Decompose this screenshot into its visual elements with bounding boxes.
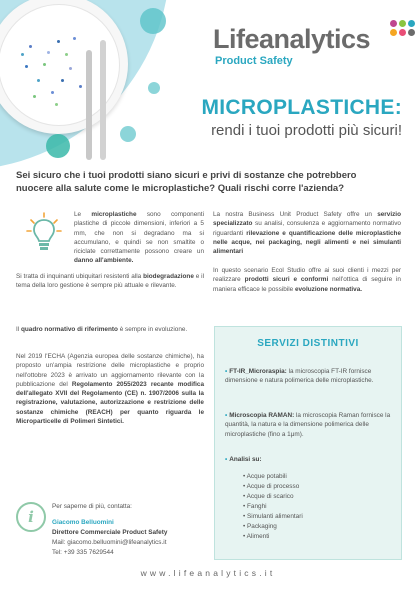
website-link[interactable]: www.lifeanalytics.it — [140, 568, 276, 578]
service-analisi: • Analisi su: — [225, 456, 262, 463]
services-title: SERVIZI DISTINTIVI — [257, 338, 359, 349]
brand-unit: Product Safety — [215, 55, 293, 67]
brand-logo — [213, 24, 370, 67]
bubble-decoration — [46, 134, 70, 158]
contact-tel[interactable]: Tel: +39 335 7629544 — [52, 548, 114, 556]
fork-image — [86, 50, 92, 160]
analisi-list — [243, 472, 303, 541]
contact-intro: Per saperne di più, contatta: — [52, 503, 132, 510]
service-raman: • Microscopia RAMAN: la microscopia Raman fornisce la quantità, la natura e la dimensione polimerica delle microplastiche (fino a 1μm). — [225, 412, 391, 438]
left-paragraph-1: Le microplastiche sono componenti plastiche di piccole dimensioni, inferiori a 5 mm, che non si degradano ma si accumulano, e quindi se non smaltite o riciclate correttamente possono creare un danno all'ambiente. — [74, 211, 204, 265]
bubble-decoration — [140, 8, 166, 34]
page-title — [202, 96, 403, 139]
list-item: • Packaging — [243, 522, 277, 530]
bubble-decoration — [120, 126, 136, 142]
contact-role: Direttore Commerciale Product Safety — [52, 528, 168, 536]
contact-block — [52, 502, 167, 558]
services-box — [214, 326, 402, 560]
brand-name: Lifeanalytics — [213, 24, 371, 54]
info-icon: i — [16, 502, 46, 532]
left-paragraph-4: Nel 2019 l'ECHA (Agenzia europea delle sostanze chimiche), ha proposto un'ampia restrizione delle microplastiche e proprio nell'ottobre 2023 è arrivato un aggiornamento rilevante con la pubblicazione del Regolamento 2055/2023 recante modifica dell'allegato XVII del Regolamento (CE) n. 1907/2006 sulla la registrazione, valutazione, autorizzazione e restrizione delle sostanze chimiche (REACH) per quanto riguarda le Microparticelle di Polimeri Sintetici. — [16, 353, 204, 425]
list-item: • Simulanti alimentari — [243, 512, 303, 520]
list-item: • Acque di scarico — [243, 492, 294, 500]
knife-image — [100, 40, 106, 160]
intro-question: Sei sicuro che i tuoi prodotti siano sicuri e privi di sostanze che potrebbero nuocere alla salute come le microplastiche? Quali rischi corre l'azienda? — [16, 170, 357, 194]
service-ftir: • FT-IR_Microraspia: la microscopia FT-IR fornisce dimensione e natura polimerica delle microplastiche. — [225, 368, 374, 385]
right-paragraph-2: In questo scenario Ecol Studio offre ai suoi clienti i mezzi per realizzare prodotti sicuri e conformi nell'ottica di seguire in maniera efficace le possibile evoluzione normativa. — [213, 267, 401, 293]
plate-image — [0, 0, 128, 134]
list-item: • Fanghi — [243, 502, 267, 510]
logo-dots-icon — [390, 20, 416, 46]
lightbulb-icon — [26, 212, 62, 256]
list-item: • Acque di processo — [243, 482, 300, 490]
list-item: • Acque potabili — [243, 473, 287, 480]
bubble-decoration — [148, 82, 160, 94]
title-main: MICROPLASTICHE: — [201, 96, 402, 119]
left-paragraph-2: Si tratta di inquinanti ubiquitari resistenti alla biodegradazione e il tema della loro gestione è sempre più attuale e rilevante. — [16, 273, 205, 290]
left-paragraph-3: Il quadro normativo di riferimento è sempre in evoluzione. — [16, 326, 188, 333]
title-sub: rendi i tuoi prodotti più sicuri! — [211, 122, 402, 139]
contact-name: Giacomo Belluomini — [52, 518, 114, 526]
contact-mail[interactable]: Mail: giacomo.belluomini@lifeanalytics.it — [52, 538, 167, 546]
right-paragraph-1: La nostra Business Unit Product Safety offre un servizio specializzato su analisi, consulenza e aggiornamento normativo riguardanti rilevazione e quantificazione delle microplastiche nelle acque, nei packaging, negli alimenti e nei simulanti alimentari — [213, 211, 402, 256]
list-item: • Alimenti — [243, 532, 270, 540]
